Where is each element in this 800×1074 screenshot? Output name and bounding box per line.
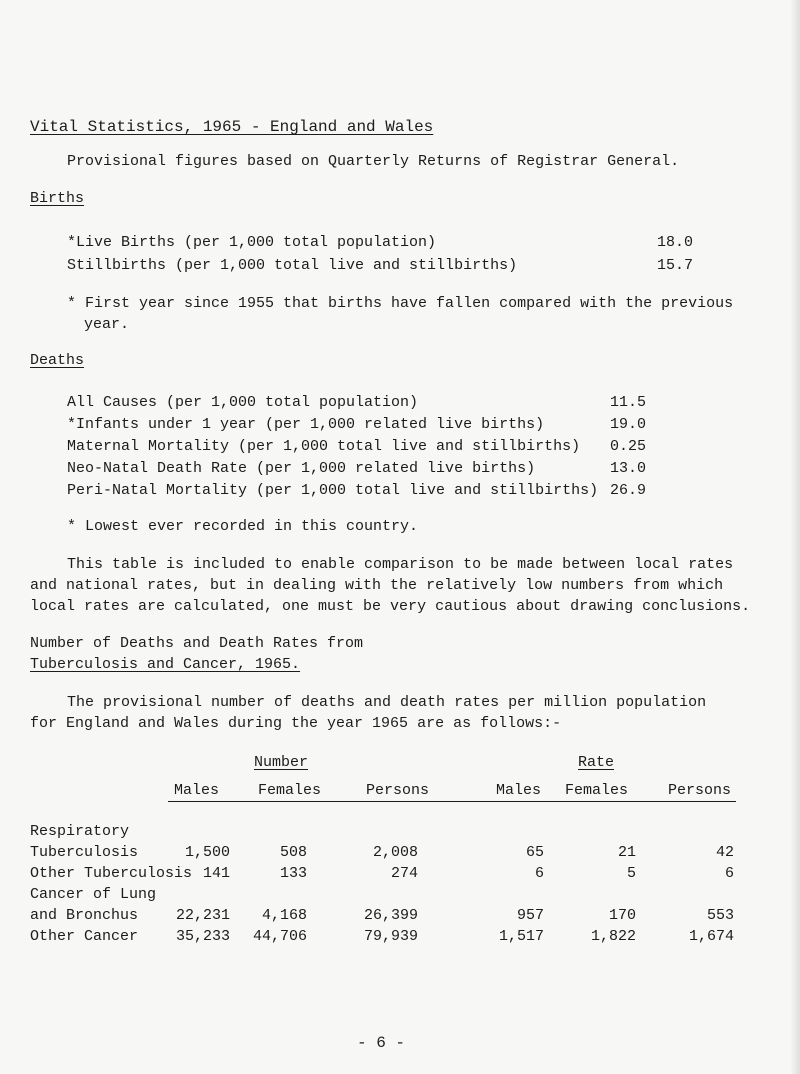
deaths-row-label: Peri-Natal Mortality (per 1,000 total live and stillbirths) [67,482,599,499]
col-header: Females [258,782,322,799]
group-header-rate: Rate [578,754,615,771]
col-header: Persons [668,782,732,799]
table-cell: 957 [516,907,544,924]
page-number: - 6 - [357,1034,406,1052]
header-rule [168,801,736,802]
table-cell: 2,008 [372,844,418,861]
deaths-row-label: Maternal Mortality (per 1,000 total live and stillbirths) [67,438,581,455]
col-header: Persons [366,782,430,799]
row-label: Cancer of Lung [30,886,157,903]
row-label: Other Tuberculosis [30,865,193,882]
deaths-heading: Deaths [30,352,85,369]
births-row-value: 18.0 [657,234,694,251]
row-label: Other Cancer [30,928,139,945]
table-cell: 44,706 [252,928,307,945]
table-cell: 65 [525,844,544,861]
deaths-row-value: 26.9 [610,482,647,499]
table-cell: 1,500 [184,844,230,861]
col-header: Males [496,782,542,799]
deaths-row-value: 13.0 [610,460,647,477]
row-label: Tuberculosis [30,844,139,861]
paragraph-line: This table is included to enable comparison to be made between local rates [67,556,734,573]
table-cell: 1,517 [498,928,544,945]
tb-heading: Number of Deaths and Death Rates from [30,635,364,652]
births-row-value: 15.7 [657,257,694,274]
page-title: Vital Statistics, 1965 - England and Wales [30,118,434,136]
tb-paragraph-line: The provisional number of deaths and death rates per million population [67,694,707,711]
births-note: * First year since 1955 that births have fallen compared with the previous [67,295,734,312]
table-cell: 5 [626,865,636,882]
intro-text: Provisional figures based on Quarterly Returns of Registrar General. [67,153,680,170]
table-cell: 1,674 [688,928,734,945]
table-cell: 1,822 [590,928,636,945]
col-header: Males [174,782,220,799]
tb-heading-cont: Tuberculosis and Cancer, 1965. [30,656,301,673]
deaths-note: * Lowest ever recorded in this country. [67,518,419,535]
deaths-row-value: 11.5 [610,394,647,411]
births-row-label: Stillbirths (per 1,000 total live and stillbirths) [67,257,518,274]
table-cell: 170 [608,907,636,924]
table-cell: 22,231 [175,907,230,924]
group-header-number: Number [254,754,309,771]
table-cell: 79,939 [363,928,418,945]
row-label: Respiratory [30,823,130,840]
births-note-cont: year. [84,316,130,333]
col-header: Females [565,782,629,799]
table-cell: 21 [617,844,636,861]
paragraph-line: local rates are calculated, one must be very cautious about drawing conclusions. [30,598,751,615]
table-cell: 508 [279,844,307,861]
table-cell: 553 [706,907,734,924]
deaths-row-value: 0.25 [610,438,647,455]
table-cell: 141 [202,865,230,882]
table-cell: 274 [390,865,418,882]
page-edge-shadow [790,0,800,1074]
table-cell: 35,233 [175,928,230,945]
row-label: and Bronchus [30,907,139,924]
deaths-row-label: Neo-Natal Death Rate (per 1,000 related live births) [67,460,536,477]
table-cell: 42 [715,844,734,861]
table-cell: 133 [279,865,307,882]
deaths-row-value: 19.0 [610,416,647,433]
births-heading: Births [30,190,85,207]
births-row-label: *Live Births (per 1,000 total population) [67,234,437,251]
deaths-row-label: All Causes (per 1,000 total population) [67,394,419,411]
table-cell: 26,399 [363,907,418,924]
deaths-row-label: *Infants under 1 year (per 1,000 related live births) [67,416,545,433]
table-cell: 4,168 [261,907,307,924]
paragraph-line: and national rates, but in dealing with the relatively low numbers from which [30,577,724,594]
table-cell: 6 [534,865,544,882]
tb-paragraph-line: for England and Wales during the year 1965 are as follows:- [30,715,562,732]
table-cell: 6 [724,865,734,882]
